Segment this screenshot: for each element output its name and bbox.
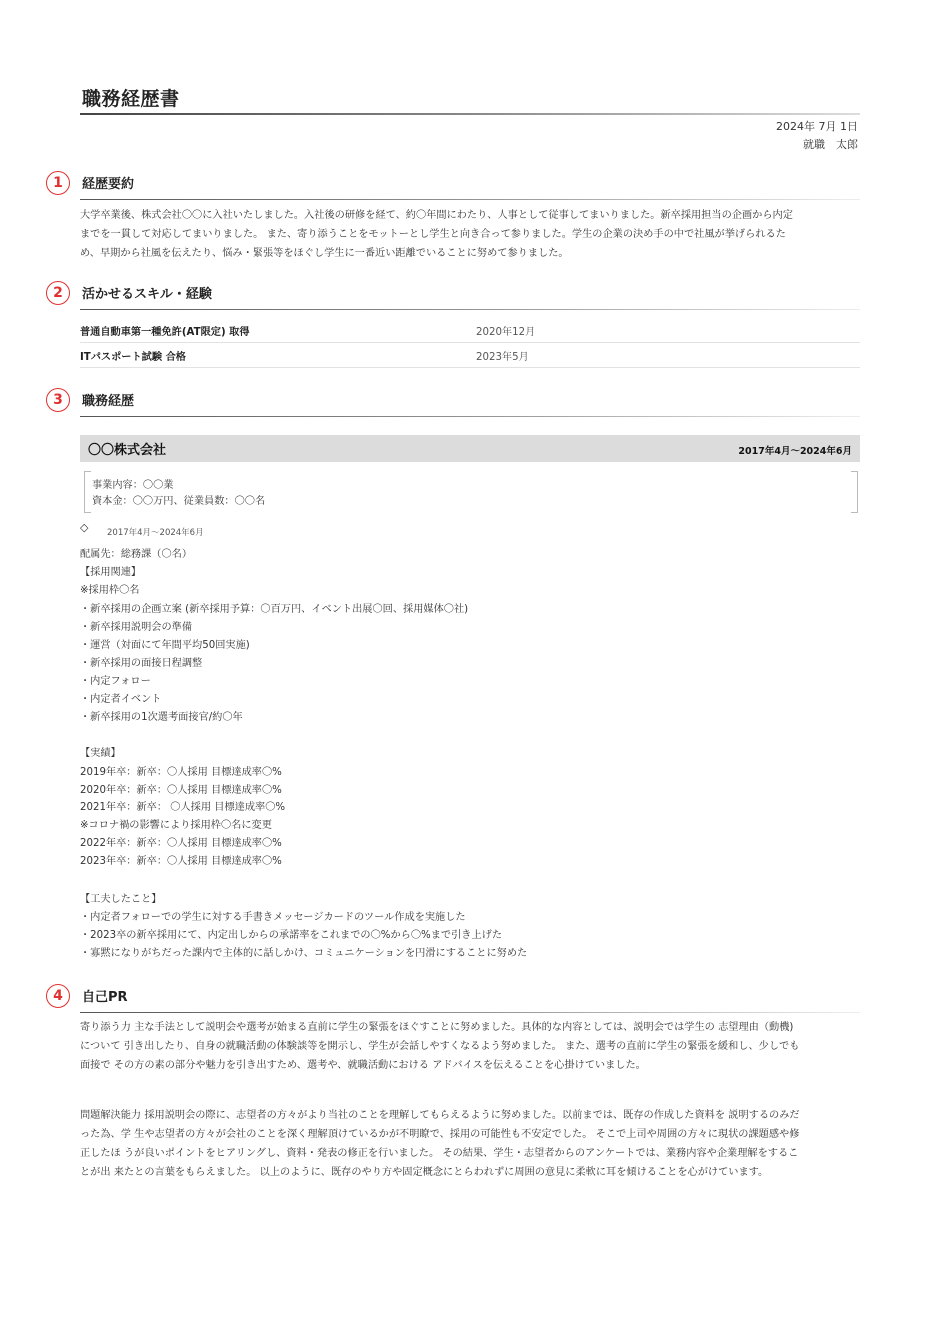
company-info-box [84,471,858,511]
career-line: 2020年卒：新卒：〇人採用 目標達成率〇% [80,785,282,796]
career-line: ・新卒採用の面接日程調整 [80,658,203,669]
capital-info: 資本金：〇〇万円、従業員数：〇〇名 [92,496,266,507]
career-line: ・新卒採用説明会の準備 [80,622,193,633]
career-line: ※コロナ禍の影響により採用枠〇名に変更 [80,820,272,831]
summary-line: までを一貫して対応してまいりました。 また、寄り添うことをモットーとし学生と向き合って参りました。学生の企業の決め手の中で社風が挙げられるた [80,229,786,240]
summary-line: め、早期から社風を伝えたり、悩み・緊張等をほぐし学生に一番近い距離でいることに努めて参りました。 [80,248,569,259]
company-period: 2017年4月〜2024年6月 [738,446,852,457]
document-date: 2024年 7月 1日 [776,120,858,133]
career-line: 2019年卒：新卒：〇人採用 目標達成率〇% [80,767,282,778]
pr-line: 面接で その方の素の部分や魅力を引き出すため、選考や、就職活動における アドバイスを伝えることを心掛けていました。 [80,1060,646,1071]
career-line: ・内定者フォローでの学生に対する手書きメッセージカードのツール作成を実施した [80,912,466,923]
career-line: 【工夫したこと】 [80,894,162,905]
section-title: 活かせるスキル・経験 [82,287,212,302]
business-description: 事業内容：〇〇業 [92,480,174,491]
career-line: ・運営（対面にて年間平均50回実施) [80,640,250,651]
section-divider [80,309,860,310]
career-line: ※採用枠〇名 [80,585,140,596]
section-title: 自己PR [82,990,128,1005]
section-summary-header [46,171,860,199]
career-line: ・内定者イベント [80,694,162,705]
pr-line: 問題解決能力 採用説明会の際に、志望者の方々がより当社のことを理解してもらえるように努めました。以前までは、既存の作成した資料を 説明するのみだ [80,1110,800,1121]
career-line: 【採用関連】 [80,567,142,578]
career-line: ・新卒採用の1次選考面接官/約〇年 [80,712,243,723]
section-number-badge: 1 [46,171,70,195]
company-name: 〇〇株式会社 [88,443,167,458]
career-line: 2022年卒：新卒：〇人採用 目標達成率〇% [80,838,282,849]
pr-line: について 引き出したり、自身の就職活動の体験談等を開示し、学生が会話しやすくなるよう努めました。 また、選考の直前に学生の緊張を緩和し、少しでも [80,1041,800,1052]
section-divider [80,416,860,417]
skill-row [80,318,860,343]
career-line: 【実績】 [80,748,121,759]
summary-text [80,206,860,263]
pr-line: 寄り添う力 主な手法として説明会や選考が始まる直前に学生の緊張をほぐすことに努めました。具体的な内容としては、説明会では学生の 志望理由（動機) [80,1022,794,1033]
title-divider [80,113,860,115]
section-divider [80,1012,860,1013]
career-line: ・寡黙になりがちだった課内で主体的に話しかけ、コミュニケーションを円滑にすることに努めた [80,948,528,959]
pr-paragraph-1 [80,1018,860,1075]
company-header [80,435,860,462]
section-divider [80,199,860,200]
career-line: ・内定フォロー [80,676,151,687]
skill-name: ITパスポート試験 合格 [80,352,186,363]
section-title: 経歴要約 [82,177,135,192]
career-line: 2021年卒：新卒： 〇人採用 目標達成率〇% [80,802,286,813]
career-line: 配属先：総務課（〇名） [80,549,193,560]
section-number-badge: 4 [46,984,70,1008]
pr-line: 正したほ うが良いポイントをヒアリングし、資料・発表の修正を行いました。 その結果、学生・志望者からのアンケートでは、業務内容や企業理解をするこ [80,1148,799,1159]
career-line: ・新卒採用の企画立案 (新卒採用予算：〇百万円、イベント出展〇回、採用媒体〇社) [80,604,469,615]
section-title: 職務経歴 [82,394,135,409]
department-period: 2017年4月〜2024年6月 [107,528,204,538]
section-number-badge: 3 [46,388,70,412]
pr-paragraph-2 [80,1106,860,1182]
pr-line: った為、学 生や志望者の方々が会社のことを深く理解頂けているかが不明瞭で、採用の可能性も不安定でした。 そこで上司や周囲の方々に現状の課題感や修 [80,1129,800,1140]
summary-line: 大学卒業後、株式会社〇〇に入社いたしました。入社後の研修を経て、約〇年間にわたり、人事として従事してまいりました。新卒採用担当の企画から内定 [80,210,793,221]
section-skills-header [46,281,860,309]
applicant-name: 就職 太郎 [803,138,858,151]
skill-date: 2020年12月 [476,327,536,338]
skill-date: 2023年5月 [476,352,529,363]
section-pr-header [46,984,860,1012]
document-title: 職務経歴書 [82,88,180,110]
career-line: 2023年卒：新卒：〇人採用 目標達成率〇% [80,856,282,867]
skill-name: 普通自動車第一種免許(AT限定) 取得 [80,327,250,338]
career-line: ・2023卒の新卒採用にて、内定出しからの承諾率をこれまでの〇%から〇%まで引き上げた [80,930,503,941]
section-career-header [46,388,860,416]
diamond-bullet: ◇ [80,521,89,534]
pr-line: とが出 来たとの言葉をもらえました。 以上のように、既存のやり方や固定概念にとらわれずに周囲の意見に柔軟に耳を傾けることを心がけています。 [80,1167,769,1178]
section-number-badge: 2 [46,281,70,305]
skill-row [80,343,860,368]
